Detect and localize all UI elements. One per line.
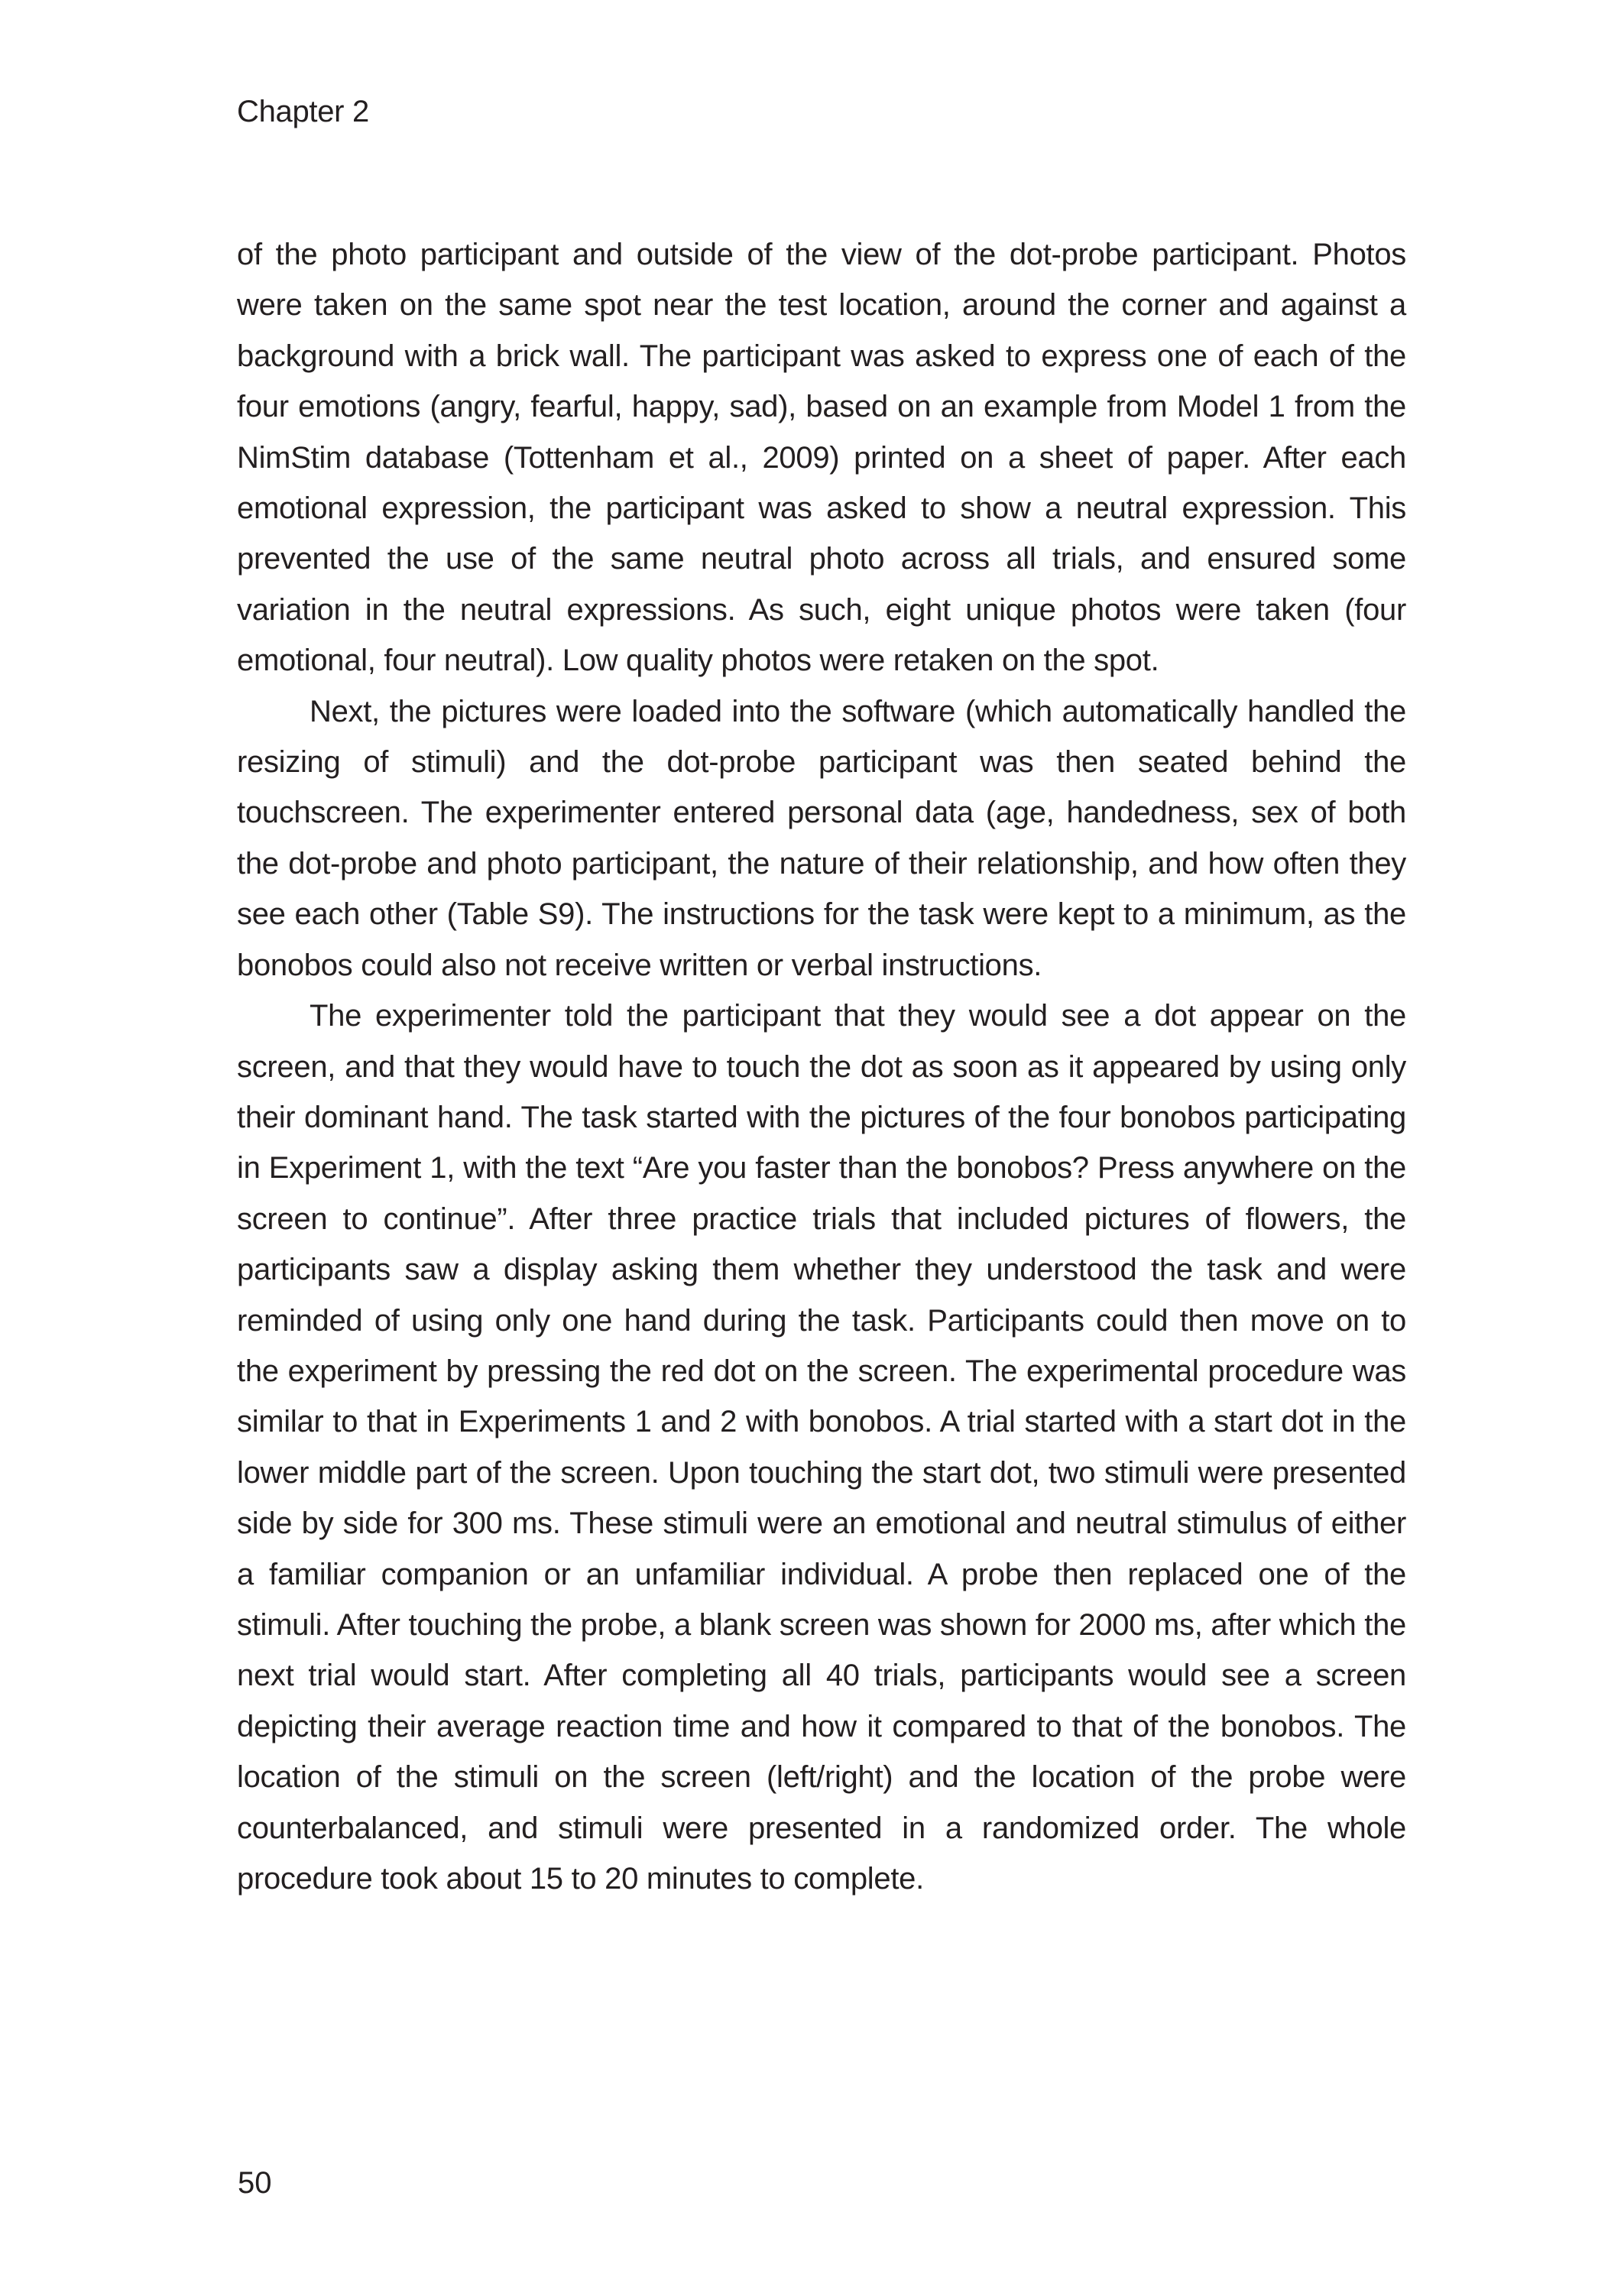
body-text xyxy=(237,229,1406,1904)
page-footer xyxy=(238,2165,272,2201)
paragraph-3: The experimenter told the participant that they would see a dot appear on the screen, and that they would have to touch the dot as soon as it appeared by using only their dominant hand. The task started with the pictures of the four bonobos participating in Experiment 1, with the text “Are you faster than the bonobos? Press anywhere on the screen to continue”. After three practice trials that included pictures of flowers, the participants saw a display asking them whether they understood the task and were reminded of using only one hand during the task. Participants could then move on to the experiment by pressing the red dot on the screen. The experimental procedure was similar to that in Experiments 1 and 2 with bonobos. A trial started with a start dot in the lower middle part of the screen. Upon touching the start dot, two stimuli were presented side by side for 300 ms. These stimuli were an emotional and neutral stimulus of either a familiar companion or an unfamiliar individual. A probe then replaced one of the stimuli. After touching the probe, a blank screen was shown for 2000 ms, after which the next trial would start. After completing all 40 trials, participants would see a screen depicting their average reaction time and how it compared to that of the bonobos. The location of the stimuli on the screen (left/right) and the location of the probe were counterbalanced, and stimuli were presented in a randomized order. The whole procedure took about 15 to 20 minutes to complete. xyxy=(237,999,1406,1896)
page-number: 50 xyxy=(238,2166,272,2200)
chapter-label: Chapter 2 xyxy=(237,95,369,128)
running-header xyxy=(237,93,369,130)
paragraph-2: Next, the pictures were loaded into the software (which automatically handled the resizing of stimuli) and the dot-probe participant was then seated behind the touchscreen. The experimenter entered personal data (age, handedness, sex of both the dot-probe and photo participant, the nature of their relationship, and how often they see each other (Table S9). The instructions for the task were kept to a minimum, as the bonobos could also not receive written or verbal instructions. xyxy=(237,694,1406,982)
paragraph-1: of the photo participant and outside of the view of the dot-probe participant. Photos were taken on the same spot near the test location, around the corner and against a background with a brick wall. The participant was asked to express one of each of the four emotions (angry, fearful, happy, sad), based on an example from Model 1 from the NimStim database (Tottenham et al., 2009) printed on a sheet of paper. After each emotional expression, the participant was asked to show a neutral expression. This prevented the use of the same neutral photo across all trials, and ensured some variation in the neutral expressions. As such, eight unique photos were taken (four emotional, four neutral). Low quality photos were retaken on the spot. xyxy=(237,238,1406,678)
